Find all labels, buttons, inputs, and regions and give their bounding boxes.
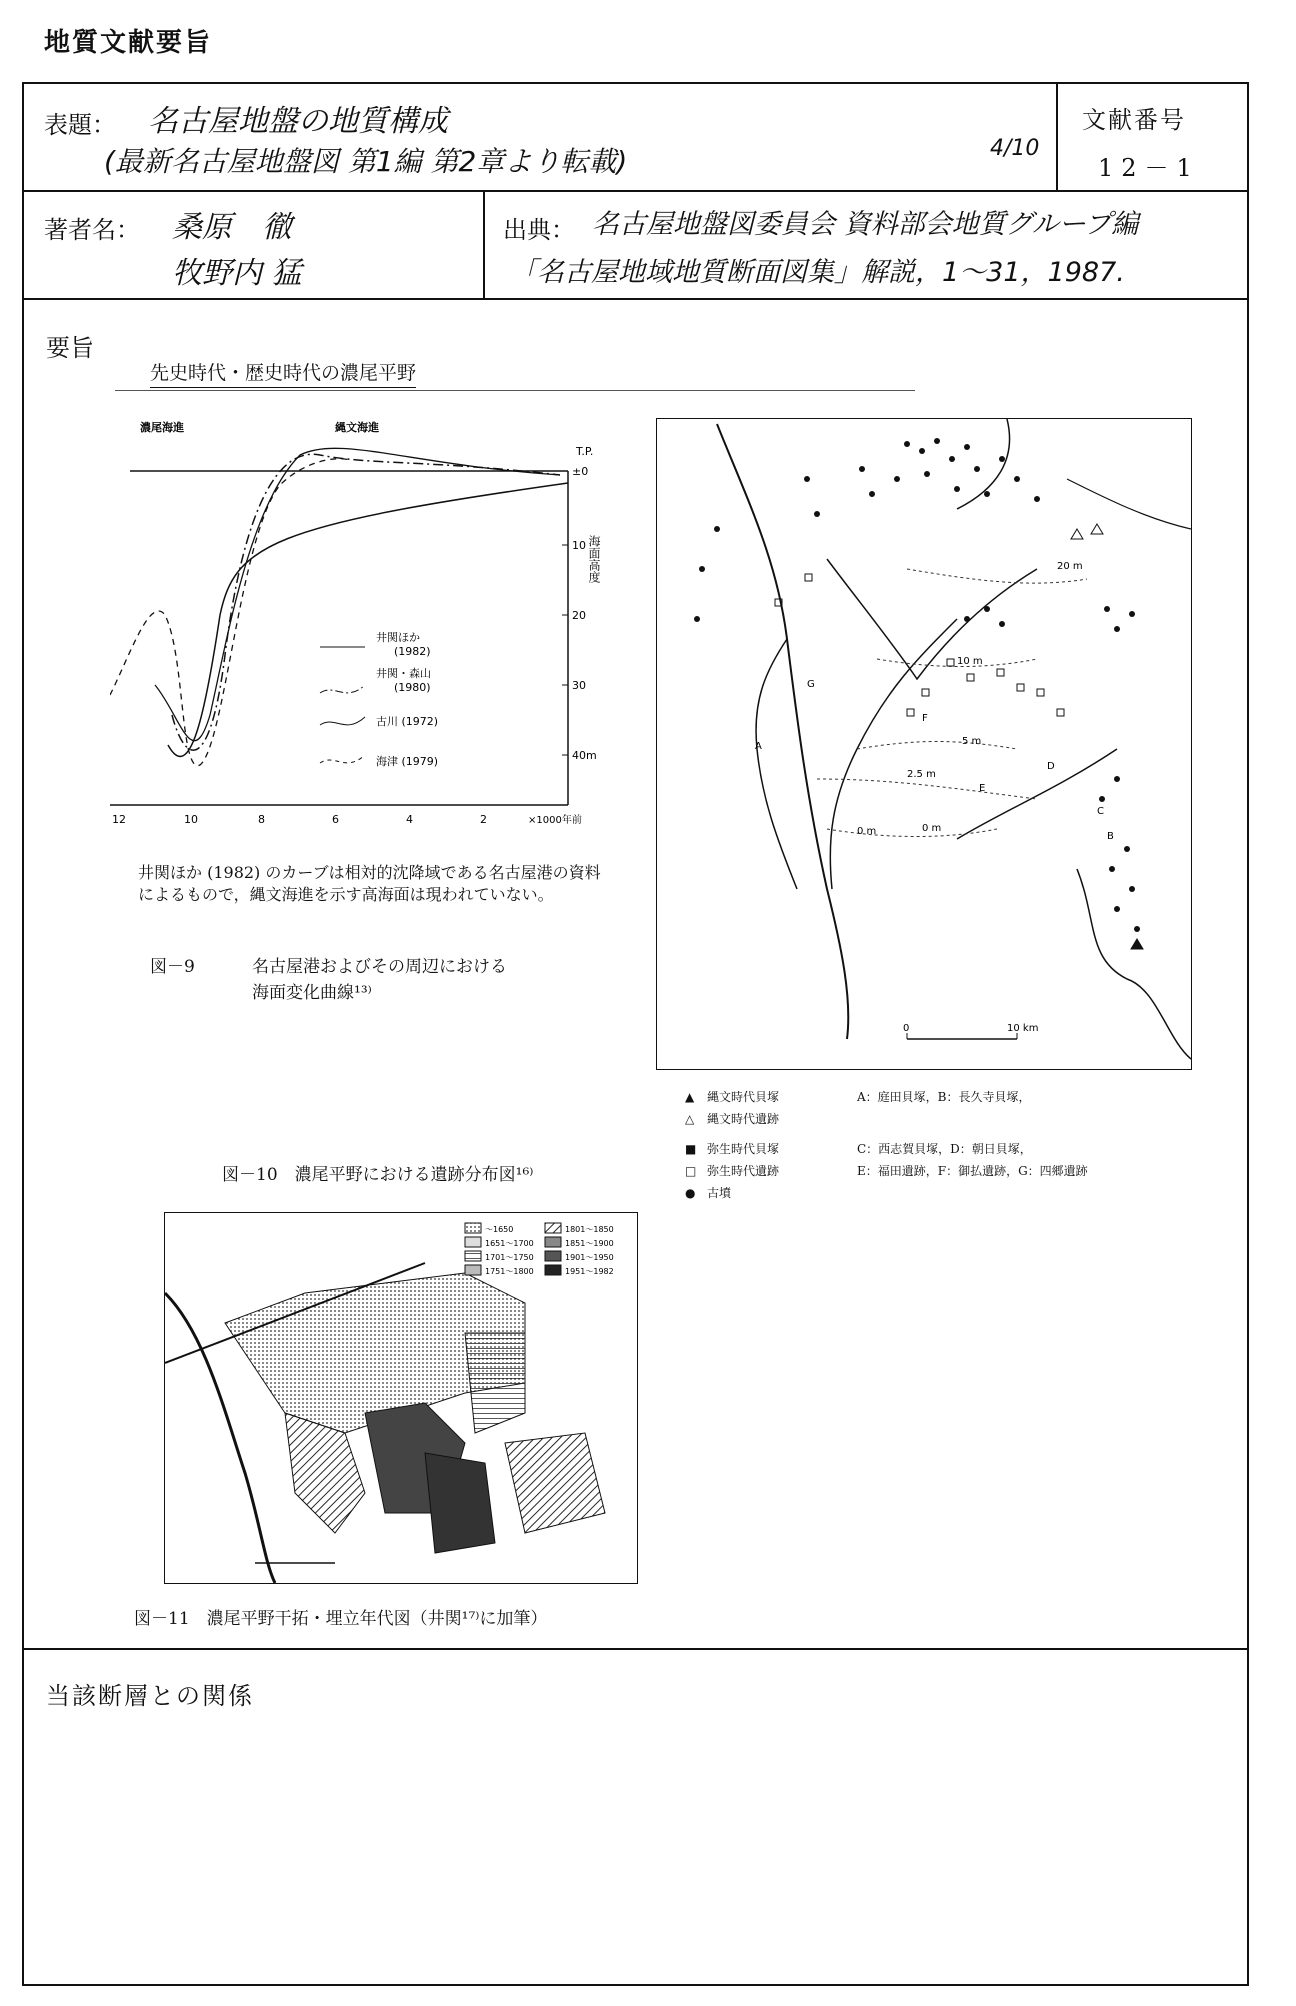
fig10-legend-name: 縄文時代貝塚: [707, 1090, 780, 1104]
fig9-curve-iseki-moriyama: [172, 454, 560, 750]
fig9-legend-swatch-4: [320, 755, 365, 763]
fig11-legend-7: 1901～1950: [565, 1253, 614, 1262]
summary-label: 要旨: [46, 334, 94, 362]
fig9-curve-furukawa: [155, 448, 560, 740]
fig10-scale-zero: 0: [903, 1023, 910, 1034]
fig9-caption-line2: 海面変化曲線¹³⁾: [252, 983, 372, 1003]
fig11-legend-swatch-5: [545, 1223, 561, 1233]
author-label: 著者名：: [44, 216, 140, 244]
fig10-legend-name: 弥生時代遺跡: [707, 1164, 780, 1178]
fig10-legend-symbol: △: [685, 1112, 695, 1126]
fig10-contour-label-5m: 5 m: [962, 736, 982, 747]
fig9-xtick-8: 8: [258, 813, 265, 826]
fig9-curve-kaizu: [110, 459, 350, 766]
fig9-legend-name-3: 古川 (1972): [376, 715, 439, 728]
fig9-x-ticks: [112, 813, 582, 826]
fig11-legend-swatch-1: [465, 1223, 481, 1233]
fig11-legend-5: 1801～1850: [565, 1225, 614, 1234]
figure11-map: [164, 1212, 638, 1584]
handwritten-number: 4/10: [990, 136, 1040, 161]
fig9-tp-label: T.P.: [576, 445, 594, 458]
fig11-legend-8: 1951～1982: [565, 1267, 614, 1276]
row-divider-3: [22, 1648, 1247, 1650]
fig9-y-title: 海面高度: [587, 535, 601, 583]
fig9-caption-num: 図－9: [150, 957, 195, 977]
fig10-river-6: [1067, 479, 1191, 529]
fig10-legend-row: [685, 1108, 1088, 1130]
row-divider-2: [22, 298, 1247, 300]
fig10-site-G: G: [807, 679, 815, 690]
fig10-kofun-dots: [694, 438, 1140, 932]
title-label: 表題：: [44, 111, 116, 139]
fig10-site-A: A: [755, 741, 762, 752]
fig10-legend-desc: E：福田遺跡，F：御払遺跡，G：四郷遺跡: [857, 1164, 1088, 1178]
fig10-river-3: [827, 559, 1037, 679]
fig9-curve-iseki-1982: [168, 483, 568, 756]
section-heading: 先史時代・歴史時代の濃尾平野: [150, 358, 416, 388]
author-line-1: 桑原 徹: [172, 210, 292, 245]
doc-number-label: 文献番号: [1082, 106, 1186, 134]
fig9-legend-name-2: 井関・森山: [376, 667, 431, 680]
title-line-2: (最新名古屋地盤図 第1編 第2章より転載): [104, 145, 628, 178]
fig9-legend-sub-1: (1982): [394, 645, 431, 658]
fig9-xtick-10: 10: [184, 813, 198, 826]
fig10-river-5: [957, 419, 1010, 509]
fig10-contour-label-0m-b: 0 m: [922, 823, 942, 834]
fig10-legend-row: [685, 1160, 1088, 1182]
source-line-2: 「名古屋地域地質断面図集」解説，1～31，1987.: [510, 257, 1125, 288]
fig9-xtick-2: 2: [480, 813, 487, 826]
fig11-legend-6: 1851～1900: [565, 1239, 614, 1248]
fig10-legend-name: 弥生時代貝塚: [707, 1142, 780, 1156]
fig10-caption: 図－10 濃尾平野における遺跡分布図¹⁶⁾: [222, 1165, 534, 1185]
row-divider-1: [22, 190, 1247, 192]
fig9-xtick-4: 4: [406, 813, 413, 826]
fig9-caption-line1: 名古屋港およびその周辺における: [252, 957, 507, 977]
fig9-note: 井関ほか (1982) のカーブは相対的沈降域である名古屋港の資料によるもので，縄文海進を示す高海面は現われていない。: [138, 863, 601, 904]
fig10-legend-desc: C：西志賀貝塚，D：朝日貝塚，: [857, 1142, 1032, 1156]
fig10-site-E: E: [979, 783, 986, 794]
fig11-legend-swatch-3: [465, 1251, 481, 1261]
fig9-legend-swatch-2: [320, 685, 365, 693]
fig10-river-7: [957, 749, 1117, 839]
figure9-chart: [110, 415, 610, 845]
fig10-legend-row: [685, 1138, 1088, 1160]
source-line-1: 名古屋地盤図委員会 資料部会地質グループ編: [592, 209, 1139, 240]
fig9-xtick-6: 6: [332, 813, 339, 826]
fig10-legend-name: 縄文時代遺跡: [707, 1112, 780, 1126]
fig9-label-right: 縄文海進: [335, 421, 379, 434]
fig9-ytick-label-20: 20: [572, 609, 586, 622]
fig10-site-C: C: [1097, 806, 1104, 817]
fig9-legend-name-4: 海津 (1979): [376, 755, 439, 768]
title-line-1: 名古屋地盤の地質構成: [148, 104, 448, 139]
fig10-contour-5m: [857, 742, 1017, 750]
fig9-xtick-12: 12: [112, 813, 126, 826]
source-label: 出典：: [503, 216, 575, 244]
author-line-2: 牧野内 猛: [172, 256, 302, 291]
col-divider-source: [483, 190, 485, 300]
fig10-contour-2-5m: [817, 779, 1037, 799]
fig11-legend-2: 1651～1700: [485, 1239, 534, 1248]
fig10-legend-symbol: ●: [685, 1186, 696, 1200]
relation-label: 当該断層との関係: [46, 1682, 254, 1710]
fig11-legend-4: 1751～1800: [485, 1267, 534, 1276]
fig9-legend-sub-2: (1980): [394, 681, 431, 694]
fig10-contour-label-20m: 20 m: [1057, 561, 1083, 572]
fig10-site-F: F: [922, 713, 928, 724]
fig9-x-unit: ×1000年前: [528, 815, 582, 826]
doc-header-title: 地質文献要旨: [44, 28, 213, 58]
fig10-contour-label-0m-a: 0 m: [857, 826, 877, 837]
fig9-label-left: 濃尾海進: [140, 421, 184, 434]
col-divider-docnum: [1056, 82, 1058, 192]
fig10-legend-symbol: ▲: [685, 1090, 695, 1104]
fig10-contour-label-10m: 10 m: [957, 656, 983, 667]
fig9-ytick-label-10: 10: [572, 539, 586, 552]
figure10-map: [656, 418, 1192, 1070]
doc-number-value: 12－1: [1098, 154, 1200, 182]
fig11-legend-swatch-6: [545, 1237, 561, 1247]
fig10-river-1: [717, 424, 848, 1039]
fig10-river-4: [830, 619, 957, 889]
fig9-zero-label: ±0: [572, 465, 589, 478]
fig10-legend-name: 古墳: [707, 1186, 732, 1200]
fig9-legend: [320, 630, 438, 768]
fig10-scale-end: 10 km: [1007, 1023, 1039, 1034]
fig10-legend-symbol: □: [685, 1164, 697, 1178]
fig10-legend-desc: A：庭田貝塚，B：長久寺貝塚，: [857, 1090, 1031, 1104]
fig10-contour-label-2-5m: 2.5 m: [907, 769, 936, 780]
fig9-legend-name-1: 井関ほか: [376, 631, 420, 644]
fig11-legend-swatch-4: [465, 1265, 481, 1275]
fig11-legend-1: ～1650: [485, 1225, 514, 1234]
fig10-coastline: [1077, 869, 1191, 1059]
fig10-legend-row: [685, 1182, 1088, 1204]
fig11-legend-swatch-8: [545, 1265, 561, 1275]
fig10-site-D: D: [1047, 761, 1055, 772]
fig11-legend-swatch-2: [465, 1237, 481, 1247]
fig10-legend-symbol: ■: [685, 1142, 697, 1156]
fig9-legend-swatch-3: [320, 717, 365, 725]
fig9-ytick-label-40: 40m: [572, 749, 597, 762]
fig10-yayoi-squares: [775, 574, 1064, 716]
fig10-legend-row: [685, 1086, 1088, 1108]
fig10-legend: [685, 1086, 1088, 1204]
fig11-caption: 図－11 濃尾平野干拓・埋立年代図（井関¹⁷⁾に加筆）: [134, 1609, 548, 1629]
heading-rule: [115, 390, 915, 391]
fig11-legend-3: 1701～1750: [485, 1253, 534, 1262]
fig9-ytick-label-30: 30: [572, 679, 586, 692]
fig11-reclaim-4: [425, 1453, 495, 1553]
fig11-legend-swatch-7: [545, 1251, 561, 1261]
fig10-site-B: B: [1107, 831, 1114, 842]
